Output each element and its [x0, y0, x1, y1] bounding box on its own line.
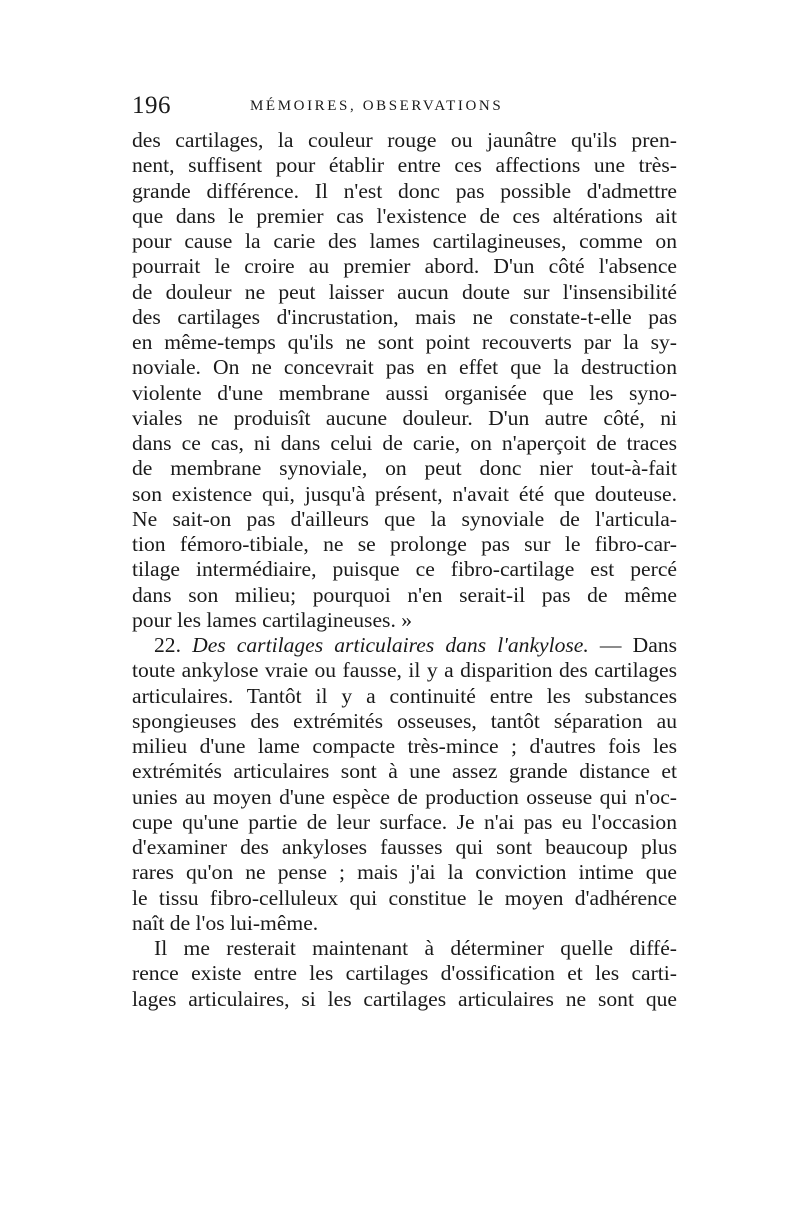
text-line: rence existe entre les cartilages d'ossification et les carti- — [132, 961, 677, 986]
text-line: toute ankylose vraie ou fausse, il y a disparition des cartilages — [132, 658, 677, 683]
text-line: violente d'une membrane aussi organisée que les syno- — [132, 380, 677, 405]
text-line: son existence qui, jusqu'à présent, n'avait été que douteuse. — [132, 481, 677, 506]
running-head — [250, 98, 503, 115]
body-text — [132, 128, 677, 1012]
text-line: unies au moyen d'une espèce de production osseuse qui n'oc- — [132, 784, 677, 809]
text-line: spongieuses des extrémités osseuses, tantôt séparation au — [132, 708, 677, 733]
text-line: d'examiner des ankyloses fausses qui sont beaucoup plus — [132, 835, 677, 859]
text-line: tilage intermédiaire, puisque ce fibro-cartilage est percé — [132, 557, 677, 582]
text-line: nent, suffisent pour établir entre ces affections une très- — [132, 153, 677, 178]
paragraph-continuation — [132, 128, 677, 633]
text-line: naît de l'os lui-même. — [132, 910, 319, 935]
text-line: dans son milieu; pourquoi n'en serait-il pas de même — [132, 582, 677, 607]
text-line: grande différence. Il n'est donc pas possible d'admettre — [132, 178, 677, 203]
running-head-part-2: OBSERVATIONS — [362, 98, 504, 114]
text-line: pour les lames cartilagineuses. » — [132, 607, 413, 632]
text-line: lages articulaires, si les cartilages articulaires ne sont que — [132, 986, 677, 1011]
text-line: de douleur ne peut laisser aucun doute sur l'insensibilité — [132, 279, 677, 304]
text-line: cupe qu'une partie de leur surface. Je n'ai pas eu l'occasion — [132, 809, 677, 834]
page-header — [132, 92, 677, 120]
running-head-part-1: MÉMOIRES, — [250, 98, 357, 114]
text-line: que dans le premier cas l'existence de ces altérations ait — [132, 203, 677, 228]
text-line: des cartilages, la couleur rouge ou jaunâtre qu'ils pren- — [132, 128, 677, 152]
text-line: tion fémoro-tibiale, ne se prolonge pas sur le fibro-car- — [132, 532, 677, 556]
text-line: dans ce cas, ni dans celui de carie, on n'aperçoit de traces — [132, 431, 677, 455]
text-line: milieu d'une lame compacte très-mince ; d'autres fois les — [132, 734, 677, 758]
text-line: rares qu'on ne pense ; mais j'ai la conviction intime que — [132, 860, 677, 885]
text-line: noviale. On ne concevrait pas en effet que la destruction — [132, 355, 677, 380]
text-line: pour cause la carie des lames cartilagineuses, comme on — [132, 229, 677, 253]
text-line: extrémités articulaires sont à une assez grande distance et — [132, 759, 677, 784]
section-number: 22. — [154, 633, 181, 657]
paragraph-next — [132, 936, 677, 1012]
text-line: de membrane synoviale, on peut donc nier tout-à-fait — [132, 456, 677, 481]
text-line: Il me resterait maintenant à déterminer quelle diffé- — [154, 936, 677, 960]
section-heading-line — [132, 633, 677, 658]
section-lead: — Dans — [599, 633, 677, 657]
section-22 — [132, 633, 677, 936]
page-number: 196 — [132, 92, 171, 119]
text-line: en même-temps qu'ils ne sont point recouverts par la sy- — [132, 330, 677, 354]
text-line: le tissu fibro-celluleux qui constitue le moyen d'adhérence — [132, 885, 677, 910]
text-line: viales ne produisît aucune douleur. D'un autre côté, ni — [132, 405, 677, 430]
text-line: Ne sait-on pas d'ailleurs que la synoviale de l'articula- — [132, 506, 677, 531]
text-line: articulaires. Tantôt il y a continuité entre les substances — [132, 683, 677, 708]
section-title: Des cartilages articulaires dans l'ankylose. — [192, 633, 589, 657]
text-line: pourrait le croire au premier abord. D'un côté l'absence — [132, 254, 677, 279]
text-line: des cartilages d'incrustation, mais ne constate-t-elle pas — [132, 304, 677, 329]
